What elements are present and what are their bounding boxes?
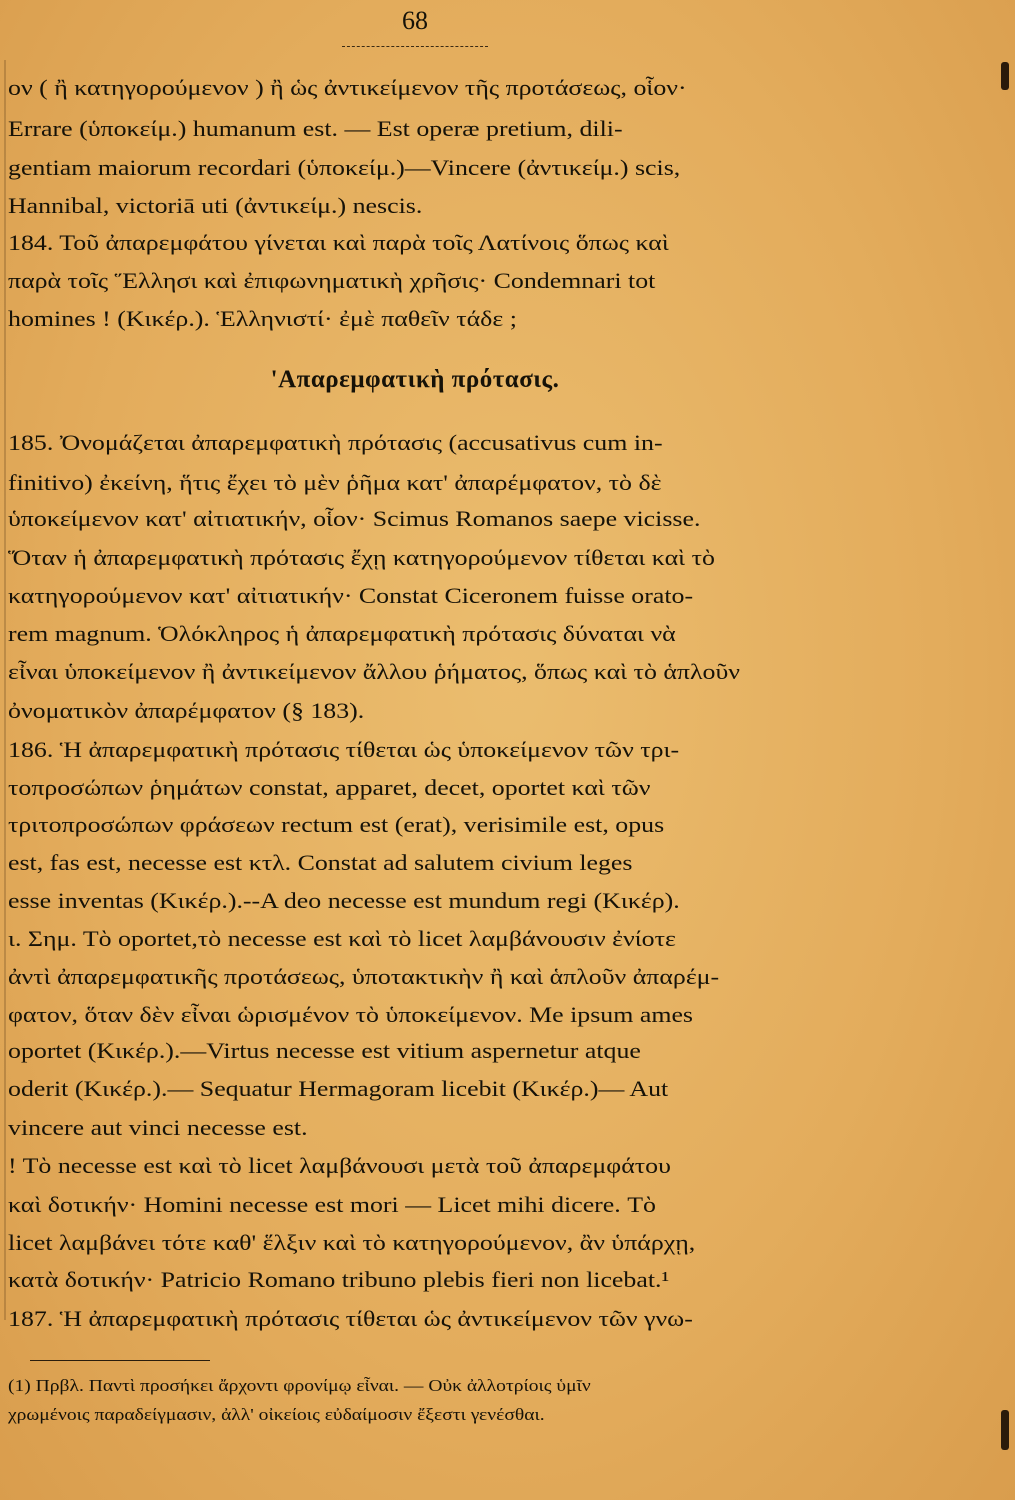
text-line-7: homines ! (Κικέρ.). Ἑλληνιστί· ἐμὲ παθεῖν τάδε ;: [8, 306, 517, 331]
text-line-16: 186. Ἡ ἀπαρεμφατικὴ πρότασις τίθεται ὡς ὑποκείμενον τῶν τρι-: [8, 737, 680, 762]
page-number: 68: [402, 6, 428, 35]
page-number-rule: [342, 46, 488, 47]
text-line-27: ! Τὸ necesse est καὶ τὸ licet λαμβάνουσι μετὰ τοῦ ἀπαρεμφάτου: [8, 1153, 671, 1178]
text-line-30: κατὰ δοτικήν· Patricio Romano tribuno plebis fieri non licebat.¹: [8, 1267, 670, 1292]
text-line-4: Hannibal, victoriā uti (ἀντικείμ.) nescis.: [8, 193, 423, 218]
footnote-rule: [30, 1360, 210, 1361]
text-line-15: ὀνοματικὸν ἀπαρέμφατον (§ 183).: [8, 698, 365, 723]
text-line-9: finitivo) ἐκείνη, ἥτις ἔχει τὸ μὲν ῥῆμα κατ' ἀπαρέμφατον, τὸ δὲ: [8, 470, 662, 495]
text-line-10: ὑποκείμενον κατ' αἰτιατικήν, οἷον· Scimus Romanos saepe vicisse.: [8, 506, 701, 531]
text-line-31: 187. Ἡ ἀπαρεμφατικὴ πρότασις τίθεται ὡς ἀντικείμενον τῶν γνω-: [8, 1306, 693, 1331]
text-line-26: vincere aut vinci necesse est.: [8, 1115, 308, 1140]
text-line-8: 185. Ὀνομάζεται ἀπαρεμφατικὴ πρότασις (accusativus cum in-: [8, 430, 663, 455]
text-line-28: καὶ δοτικήν· Homini necesse est mori — Licet mihi dicere. Τὸ: [8, 1192, 656, 1217]
text-line-29: licet λαμβάνει τότε καθ' ἕλξιν καὶ τὸ κατηγορούμενον, ἂν ὑπάρχῃ,: [8, 1230, 696, 1255]
footnote-line-2: χρωμένοις παραδείγμασιν, ἀλλ' οἰκείοις εὐδαίμοσιν ἔξεστι γενέσθαι.: [8, 1405, 545, 1424]
text-line-19: est, fas est, necesse est κτλ. Constat ad salutem civium leges: [8, 850, 633, 875]
text-line-23: φατον, ὅταν δὲν εἶναι ὡρισμένον τὸ ὑποκείμενον. Me ipsum ames: [8, 1002, 694, 1027]
text-line-13: rem magnum. Ὁλόκληρος ἡ ἀπαρεμφατικὴ πρότασις δύναται νὰ: [8, 621, 676, 646]
text-line-5: 184. Τοῦ ἀπαρεμφάτου γίνεται καὶ παρὰ τοῖς Λατίνοις ὅπως καὶ: [8, 230, 669, 255]
text-line-6: παρὰ τοῖς Ἕλλησι καὶ ἐπιφωνηματικὴ χρῆσις· Condemnari tot: [8, 268, 656, 293]
text-line-20: esse inventas (Κικέρ.).--A deo necesse est mundum regi (Κικέρ).: [8, 888, 680, 913]
text-line-1: ον ( ἢ κατηγορούμενον ) ἢ ὡς ἀντικείμενον τῆς προτάσεως, οἷον·: [8, 75, 687, 100]
text-line-2: Errare (ὑποκείμ.) humanum est. — Est operæ pretium, dili-: [8, 116, 623, 141]
footnote-line-1: (1) Πρβλ. Παντὶ προσήκει ἄρχοντι φρονίμῳ εἶναι. — Οὐκ ἀλλοτρίοις ὑμῖν: [8, 1376, 591, 1395]
section-title: 'Απαρεμφατικὴ πρότασις.: [270, 366, 560, 393]
text-line-12: κατηγορούμενον κατ' αἰτιατικήν· Constat Ciceronem fuisse orato-: [8, 583, 694, 608]
text-line-25: oderit (Κικέρ.).— Sequatur Hermagoram licebit (Κικέρ.)— Aut: [8, 1076, 669, 1101]
text-line-18: τριτοπροσώπων φράσεων rectum est (erat), verisimile est, opus: [8, 812, 665, 837]
text-line-24: oportet (Κικέρ.).—Virtus necesse est vitium aspernetur atque: [8, 1038, 641, 1063]
left-margin-shadow: [4, 60, 6, 1320]
edge-mark-top: [1001, 62, 1009, 90]
text-line-21: ι. Σημ. Τὸ oportet,τὸ necesse est καὶ τὸ licet λαμβάνουσιν ἐνίοτε: [8, 926, 676, 951]
text-line-17: τοπροσώπων ῥημάτων constat, apparet, decet, oportet καὶ τῶν: [8, 775, 651, 800]
text-line-22: ἀντὶ ἀπαρεμφατικῆς προτάσεως, ὑποτακτικὴν ἢ καὶ ἁπλοῦν ἀπαρέμ-: [8, 964, 720, 989]
text-line-11: Ὅταν ἡ ἀπαρεμφατικὴ πρότασις ἔχῃ κατηγορούμενον τίθεται καὶ τὸ: [8, 545, 715, 570]
edge-mark-bottom: [1001, 1410, 1009, 1450]
text-line-14: εἶναι ὑποκείμενον ἢ ἀντικείμενον ἄλλου ῥήματος, ὅπως καὶ τὸ ἁπλοῦν: [8, 659, 740, 684]
text-line-3: gentiam maiorum recordari (ὑποκείμ.)—Vincere (ἀντικείμ.) scis,: [8, 155, 681, 180]
